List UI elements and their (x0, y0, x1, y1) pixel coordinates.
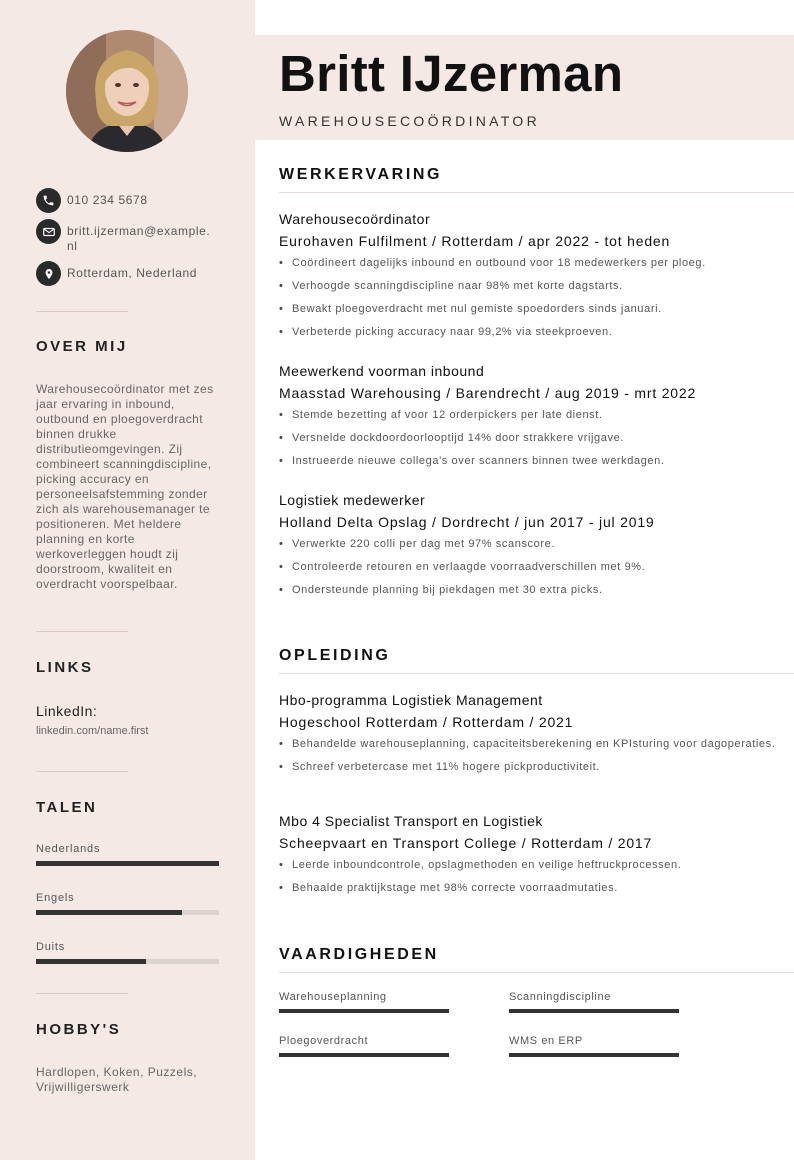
skill-name: Ploegoverdracht (279, 1035, 369, 1047)
education-entry (279, 691, 779, 783)
bullet-item: • Versnelde dockdoordoorlooptijd 14% door strakkere vrijgave. (279, 431, 779, 446)
about-heading: OVER MIJ (36, 338, 128, 355)
section-rule (279, 673, 794, 674)
entry-org: Scheepvaart en Transport College / Rotterdam / 2017 (279, 835, 653, 851)
skills-heading: VAARDIGHEDEN (279, 946, 439, 963)
experience-entry (279, 491, 779, 606)
skill-name: Scanningdiscipline (509, 991, 611, 1003)
skill-name: Warehouseplanning (279, 991, 387, 1003)
education-heading: OPLEIDING (279, 647, 391, 664)
profile-photo (66, 30, 188, 152)
entry-bullets (279, 858, 779, 896)
sidebar-divider (36, 771, 128, 772)
bullet-item: • Controleerde retouren en verlaagde voorraadverschillen met 9%. (279, 560, 779, 575)
entry-role: Hbo-programma Logistiek Management (279, 692, 543, 708)
location-text: Rotterdam, Nederland (67, 266, 198, 280)
entry-bullets (279, 737, 779, 775)
section-rule (279, 192, 794, 193)
candidate-name: Britt IJzerman (279, 45, 624, 102)
language-name: Engels (36, 892, 75, 904)
language-item (36, 843, 219, 866)
bullet-item: • Instrueerde nieuwe collega's over scanners binnen twee werkdagen. (279, 454, 779, 469)
skill-bar (279, 1009, 449, 1013)
language-level-track (36, 861, 219, 866)
bullet-item: • Verwerkte 220 colli per dag met 97% scanscore. (279, 537, 779, 552)
languages-heading: TALEN (36, 799, 98, 816)
language-level-track (36, 959, 219, 964)
hobbies-text: Hardlopen, Koken, Puzzels, Vrijwilligerswerk (36, 1065, 198, 1094)
bullet-item: • Verhoogde scanningdiscipline naar 98% met korte dagstarts. (279, 279, 779, 294)
skill-name: WMS en ERP (509, 1035, 583, 1047)
sidebar-divider (36, 631, 128, 632)
language-level-track (36, 910, 219, 915)
skill-item (279, 991, 449, 1013)
contact-phone[interactable] (36, 188, 217, 213)
language-level-bar (36, 861, 219, 866)
experience-entry (279, 362, 779, 477)
links-heading: LINKS (36, 659, 94, 676)
entry-role: Logistiek medewerker (279, 492, 426, 508)
experience-heading: WERKERVARING (279, 166, 443, 183)
skill-item (509, 1035, 679, 1057)
bullet-item: • Leerde inboundcontrole, opslagmethoden en veilige heftruckprocessen. (279, 858, 779, 873)
mail-icon (36, 219, 61, 244)
entry-org: Maasstad Warehousing / Barendrecht / aug 2019 - mrt 2022 (279, 385, 697, 401)
skill-bar (279, 1053, 449, 1057)
email-text: britt.ijzerman@example.nl (67, 224, 211, 253)
section-rule (279, 972, 794, 973)
contact-email[interactable] (36, 219, 217, 254)
linkedin-label: LinkedIn: (36, 703, 98, 719)
skill-item (509, 991, 679, 1013)
location-pin-icon (36, 261, 61, 286)
sidebar-divider (36, 993, 128, 994)
language-item (36, 892, 219, 915)
entry-bullets (279, 256, 779, 340)
entry-role: Meewerkend voorman inbound (279, 363, 485, 379)
avatar (66, 30, 188, 152)
bullet-item: • Behandelde warehouseplanning, capaciteitsberekening en KPIsturing voor dagoperaties. (279, 737, 779, 752)
language-level-bar (36, 910, 182, 915)
about-text: Warehousecoördinator met zes jaar ervaring in inbound, outbound en ploegoverdracht binnen drukke distributieomgevingen. Zij combineert scanningdiscipline, picking accuracy en personeelsafstemming zonder zich als warehousemanager te positioneren. Met heldere planning en korte werkoverleggen houdt zij doorstroom, kwaliteit en overdracht voorspelbaar. (36, 382, 214, 591)
entry-role: Warehousecoördinator (279, 211, 431, 227)
contact-location (36, 261, 217, 286)
skill-bar (509, 1053, 679, 1057)
entry-org: Eurohaven Fulfilment / Rotterdam / apr 2022 - tot heden (279, 233, 671, 249)
bullet-item: • Schreef verbetercase met 11% hogere pickproductiviteit. (279, 760, 779, 775)
bullet-item: • Coördineert dagelijks inbound en outbound voor 18 medewerkers per ploeg. (279, 256, 779, 271)
sidebar-divider (36, 311, 128, 312)
education-entry (279, 812, 779, 904)
entry-org: Holland Delta Opslag / Dordrecht / jun 2017 - jul 2019 (279, 514, 655, 530)
entry-bullets (279, 537, 779, 598)
skill-bar (509, 1009, 679, 1013)
job-title: WAREHOUSECOÖRDINATOR (279, 113, 540, 129)
bullet-item: • Verbeterde picking accuracy naar 99,2% via steekproeven. (279, 325, 779, 340)
language-level-bar (36, 959, 146, 964)
language-item (36, 941, 219, 964)
skill-item (279, 1035, 449, 1057)
phone-icon (36, 188, 61, 213)
hobbies-heading: HOBBY'S (36, 1021, 122, 1038)
entry-role: Mbo 4 Specialist Transport en Logistiek (279, 813, 543, 829)
entry-bullets (279, 408, 779, 469)
experience-entry (279, 210, 779, 348)
language-name: Duits (36, 941, 66, 953)
phone-text: 010 234 5678 (67, 193, 148, 207)
language-name: Nederlands (36, 843, 101, 855)
bullet-item: • Stemde bezetting af voor 12 orderpickers per late dienst. (279, 408, 779, 423)
bullet-item: • Ondersteunde planning bij piekdagen met 30 extra picks. (279, 583, 779, 598)
linkedin-link[interactable]: linkedin.com/name.first (36, 725, 149, 737)
bullet-item: • Bewakt ploegoverdracht met nul gemiste spoedorders sinds januari. (279, 302, 779, 317)
entry-org: Hogeschool Rotterdam / Rotterdam / 2021 (279, 714, 574, 730)
bullet-item: • Behaalde praktijkstage met 98% correcte voorraadmutaties. (279, 881, 779, 896)
